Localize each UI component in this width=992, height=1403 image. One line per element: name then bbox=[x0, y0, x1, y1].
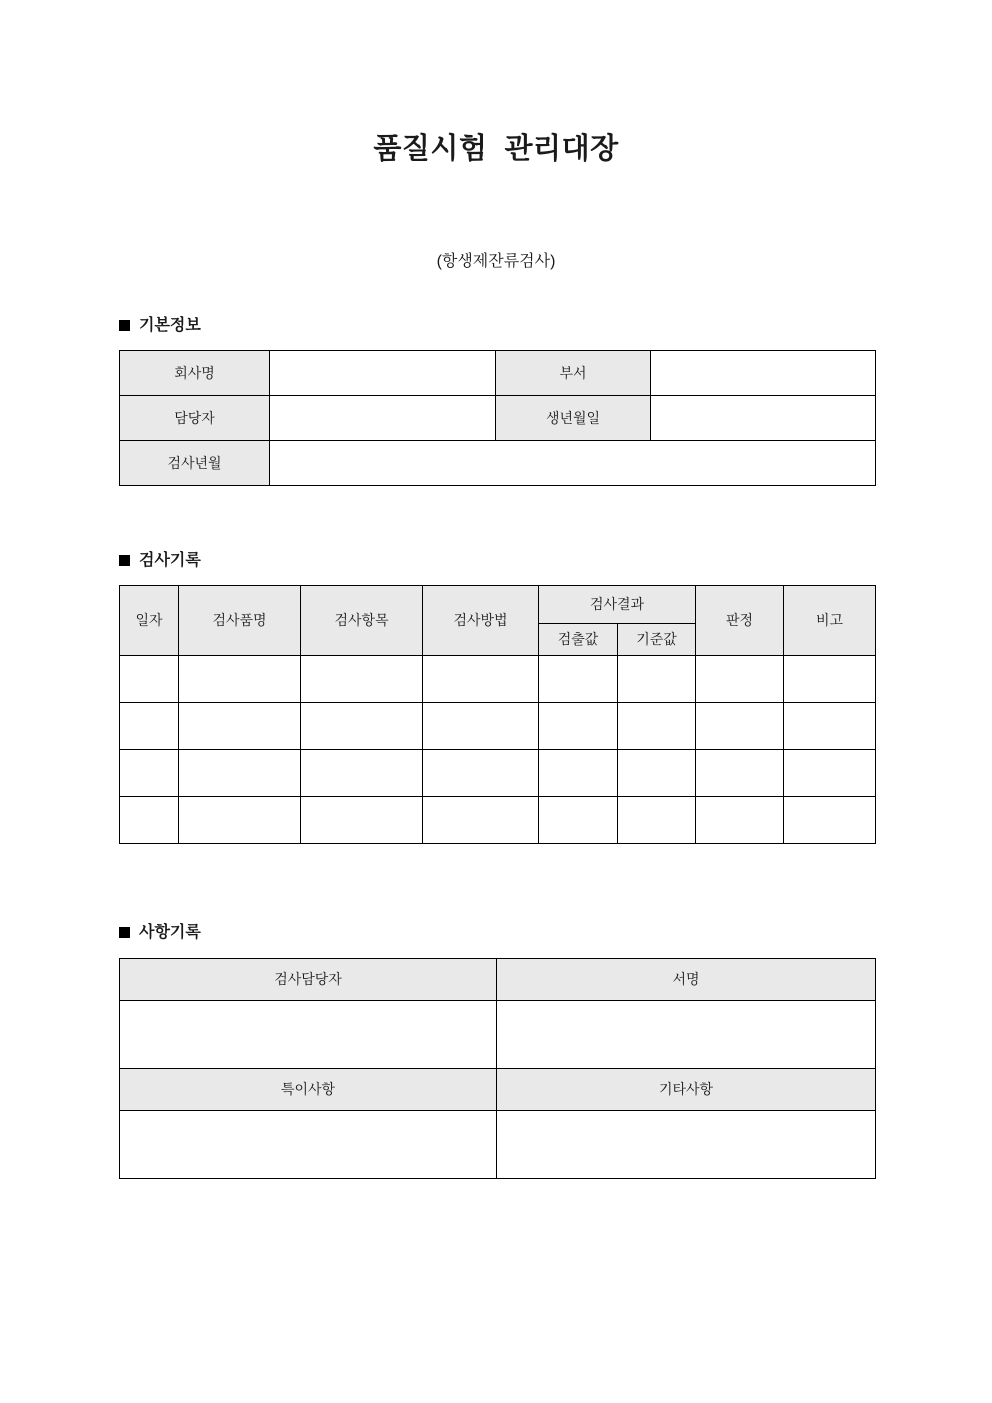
label-inspection-year-month: 검사년월 bbox=[120, 441, 270, 486]
label-company-name: 회사명 bbox=[120, 351, 270, 396]
cell-remarks[interactable] bbox=[784, 656, 876, 703]
remarks-record-table bbox=[119, 958, 876, 1179]
cell-remarks[interactable] bbox=[784, 750, 876, 797]
section-heading-remarks-record bbox=[119, 923, 201, 942]
table-header-row bbox=[120, 586, 876, 624]
section-heading-inspection-record bbox=[119, 551, 201, 570]
cell-standard-value[interactable] bbox=[618, 656, 696, 703]
cell-inspection-method[interactable] bbox=[423, 797, 539, 844]
cell-product-name[interactable] bbox=[179, 703, 301, 750]
column-header-product-name: 검사품명 bbox=[179, 586, 301, 656]
cell-date[interactable] bbox=[120, 656, 179, 703]
section-heading-label: 검사기록 bbox=[139, 552, 201, 569]
table-row bbox=[120, 797, 876, 844]
label-manager: 담당자 bbox=[120, 396, 270, 441]
field-birth-date[interactable] bbox=[651, 396, 876, 441]
cell-inspection-method[interactable] bbox=[423, 703, 539, 750]
field-manager[interactable] bbox=[270, 396, 496, 441]
cell-detected-value[interactable] bbox=[539, 703, 618, 750]
table-row bbox=[120, 656, 876, 703]
page-subtitle: (항생제잔류검사) bbox=[436, 253, 556, 270]
table-row bbox=[120, 396, 876, 441]
column-header-detected-value: 검출값 bbox=[539, 624, 618, 656]
field-department[interactable] bbox=[651, 351, 876, 396]
cell-detected-value[interactable] bbox=[539, 797, 618, 844]
cell-date[interactable] bbox=[120, 750, 179, 797]
field-inspection-year-month[interactable] bbox=[270, 441, 876, 486]
table-header-row bbox=[120, 1069, 876, 1111]
table-row bbox=[120, 351, 876, 396]
cell-remarks[interactable] bbox=[784, 703, 876, 750]
field-inspector[interactable] bbox=[120, 1001, 497, 1069]
basic-info-table bbox=[119, 350, 876, 486]
cell-product-name[interactable] bbox=[179, 750, 301, 797]
black-square-bullet-icon bbox=[119, 320, 130, 331]
inspection-record-table bbox=[119, 585, 876, 844]
section-heading-label: 기본정보 bbox=[139, 317, 201, 334]
table-row bbox=[120, 1001, 876, 1069]
cell-date[interactable] bbox=[120, 703, 179, 750]
black-square-bullet-icon bbox=[119, 555, 130, 566]
cell-standard-value[interactable] bbox=[618, 750, 696, 797]
cell-inspection-item[interactable] bbox=[301, 750, 423, 797]
table-row bbox=[120, 750, 876, 797]
table-row bbox=[120, 1111, 876, 1179]
table-row bbox=[120, 703, 876, 750]
column-header-remarks: 비고 bbox=[784, 586, 876, 656]
table-header-row bbox=[120, 959, 876, 1001]
cell-product-name[interactable] bbox=[179, 797, 301, 844]
cell-inspection-method[interactable] bbox=[423, 656, 539, 703]
label-special-notes: 특이사항 bbox=[120, 1069, 497, 1111]
cell-inspection-item[interactable] bbox=[301, 703, 423, 750]
field-signature[interactable] bbox=[497, 1001, 876, 1069]
label-inspector: 검사담당자 bbox=[120, 959, 497, 1001]
cell-standard-value[interactable] bbox=[618, 797, 696, 844]
page-title: 품질시험 관리대장 bbox=[373, 133, 619, 165]
cell-detected-value[interactable] bbox=[539, 656, 618, 703]
column-header-judgement: 판정 bbox=[696, 586, 784, 656]
field-special-notes[interactable] bbox=[120, 1111, 497, 1179]
cell-judgement[interactable] bbox=[696, 703, 784, 750]
section-heading-basic-info bbox=[119, 316, 201, 335]
black-square-bullet-icon bbox=[119, 927, 130, 938]
label-birth-date: 생년월일 bbox=[496, 396, 651, 441]
cell-inspection-method[interactable] bbox=[423, 750, 539, 797]
column-header-inspection-method: 검사방법 bbox=[423, 586, 539, 656]
cell-date[interactable] bbox=[120, 797, 179, 844]
label-other-notes: 기타사항 bbox=[497, 1069, 876, 1111]
table-row bbox=[120, 441, 876, 486]
section-heading-label: 사항기록 bbox=[139, 924, 201, 941]
cell-product-name[interactable] bbox=[179, 656, 301, 703]
column-header-date: 일자 bbox=[120, 586, 179, 656]
field-company-name[interactable] bbox=[270, 351, 496, 396]
cell-detected-value[interactable] bbox=[539, 750, 618, 797]
cell-standard-value[interactable] bbox=[618, 703, 696, 750]
cell-inspection-item[interactable] bbox=[301, 797, 423, 844]
cell-judgement[interactable] bbox=[696, 656, 784, 703]
cell-judgement[interactable] bbox=[696, 750, 784, 797]
cell-remarks[interactable] bbox=[784, 797, 876, 844]
label-department: 부서 bbox=[496, 351, 651, 396]
field-other-notes[interactable] bbox=[497, 1111, 876, 1179]
cell-judgement[interactable] bbox=[696, 797, 784, 844]
cell-inspection-item[interactable] bbox=[301, 656, 423, 703]
column-header-inspection-item: 검사항목 bbox=[301, 586, 423, 656]
label-signature: 서명 bbox=[497, 959, 876, 1001]
column-header-standard-value: 기준값 bbox=[618, 624, 696, 656]
column-header-inspection-result-group: 검사결과 bbox=[539, 586, 696, 624]
